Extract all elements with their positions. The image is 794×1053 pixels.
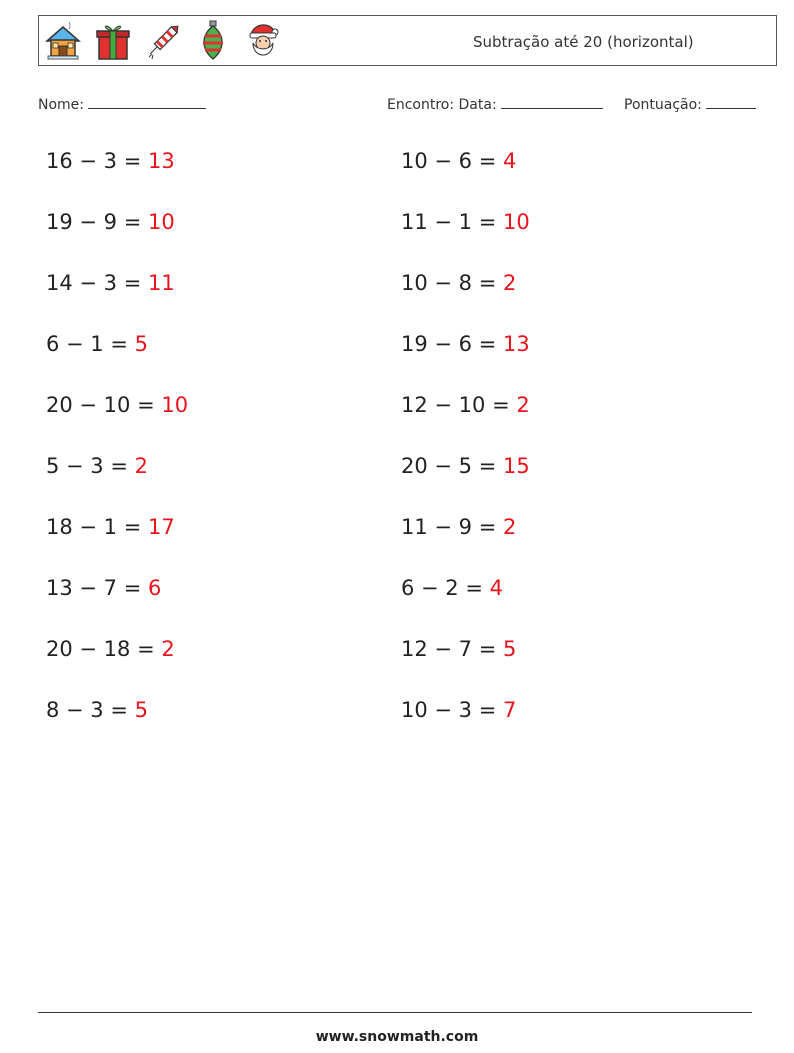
problem-item bbox=[46, 210, 175, 234]
problem-question: 8 − 3 = bbox=[46, 698, 135, 722]
problem-item bbox=[401, 698, 516, 722]
problem-item bbox=[401, 576, 503, 600]
problem-question: 16 − 3 = bbox=[46, 149, 148, 173]
problem-answer: 2 bbox=[161, 637, 175, 661]
problem-answer: 15 bbox=[502, 454, 530, 478]
problem-question: 5 − 3 = bbox=[46, 454, 135, 478]
problem-question: 13 − 7 = bbox=[46, 576, 148, 600]
problem-answer: 6 bbox=[147, 576, 162, 600]
problem-question: 10 − 3 = bbox=[401, 698, 503, 722]
problem-question: 6 − 1 = bbox=[46, 332, 135, 356]
problem-item bbox=[401, 637, 516, 661]
problem-answer: 10 bbox=[147, 210, 175, 234]
problem-question: 19 − 6 = bbox=[401, 332, 503, 356]
name-label: Nome: bbox=[38, 97, 85, 113]
worksheet-header bbox=[38, 15, 777, 66]
score-field bbox=[624, 94, 756, 113]
problem-question: 10 − 8 = bbox=[401, 271, 503, 295]
name-field bbox=[38, 94, 206, 113]
problem-answer: 13 bbox=[147, 149, 175, 173]
problem-answer: 10 bbox=[161, 393, 189, 417]
date-label: Encontro: Data: bbox=[387, 97, 497, 113]
problem-item bbox=[46, 332, 148, 356]
footer-url[interactable]: www.snowmath.com bbox=[315, 1029, 479, 1045]
date-field bbox=[387, 94, 603, 113]
problem-question: 11 − 9 = bbox=[401, 515, 503, 539]
firework-rocket-icon bbox=[143, 19, 183, 63]
problem-answer: 4 bbox=[489, 576, 503, 600]
problem-answer: 17 bbox=[147, 515, 175, 539]
problem-question: 12 − 10 = bbox=[401, 393, 517, 417]
problem-question: 6 − 2 = bbox=[401, 576, 490, 600]
gift-icon bbox=[93, 19, 133, 63]
date-blank bbox=[501, 94, 603, 109]
problem-answer: 2 bbox=[502, 271, 517, 295]
problem-item bbox=[401, 271, 516, 295]
problem-question: 20 − 10 = bbox=[46, 393, 162, 417]
problem-item bbox=[46, 393, 188, 417]
problem-answer: 13 bbox=[502, 332, 530, 356]
problem-item bbox=[46, 637, 175, 661]
problem-answer: 5 bbox=[134, 698, 148, 722]
problem-answer: 2 bbox=[516, 393, 530, 417]
problem-question: 20 − 18 = bbox=[46, 637, 162, 661]
header-icons bbox=[43, 19, 283, 63]
problem-item bbox=[46, 149, 175, 173]
problem-item bbox=[401, 393, 530, 417]
problem-item bbox=[401, 515, 516, 539]
problem-item bbox=[46, 515, 175, 539]
problem-answer: 5 bbox=[134, 332, 148, 356]
ornament-icon bbox=[193, 19, 233, 63]
problem-item bbox=[46, 271, 175, 295]
problem-question: 19 − 9 = bbox=[46, 210, 148, 234]
problem-answer: 2 bbox=[134, 454, 148, 478]
score-blank bbox=[706, 94, 756, 109]
problem-answer: 10 bbox=[502, 210, 530, 234]
problem-answer: 2 bbox=[502, 515, 517, 539]
problem-answer: 4 bbox=[502, 149, 517, 173]
problem-item bbox=[401, 332, 530, 356]
problem-question: 12 − 7 = bbox=[401, 637, 503, 661]
problem-answer: 11 bbox=[147, 271, 175, 295]
problem-item bbox=[401, 210, 530, 234]
problem-item bbox=[401, 454, 530, 478]
score-label: Pontuação: bbox=[624, 97, 702, 113]
problem-item bbox=[46, 698, 148, 722]
problem-answer: 7 bbox=[502, 698, 517, 722]
problem-item bbox=[401, 149, 516, 173]
problem-question: 11 − 1 = bbox=[401, 210, 503, 234]
problem-item bbox=[46, 576, 161, 600]
problem-question: 18 − 1 = bbox=[46, 515, 148, 539]
footer-divider bbox=[38, 1012, 752, 1013]
problem-question: 10 − 6 = bbox=[401, 149, 503, 173]
name-blank bbox=[88, 94, 206, 109]
problem-item bbox=[46, 454, 148, 478]
problem-question: 14 − 3 = bbox=[46, 271, 148, 295]
house-icon bbox=[43, 19, 83, 63]
santa-icon bbox=[243, 19, 283, 63]
worksheet-title: Subtração até 20 (horizontal) bbox=[473, 33, 694, 51]
problem-answer: 5 bbox=[502, 637, 517, 661]
problem-question: 20 − 5 = bbox=[401, 454, 503, 478]
